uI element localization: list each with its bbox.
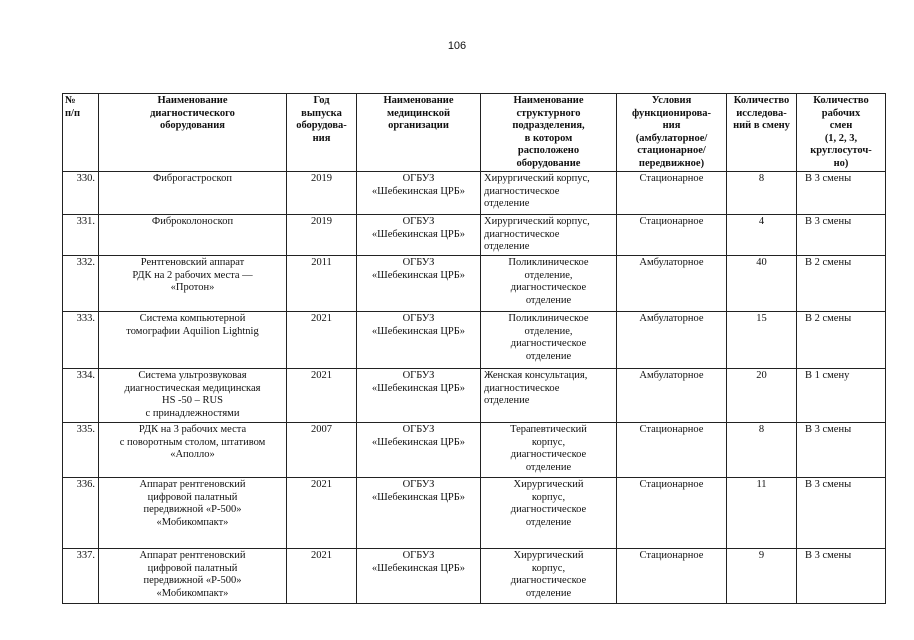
header-organization-line: Наименование [383,95,454,106]
header-shifts-line: рабочих [821,107,861,119]
header-no [63,94,99,172]
cell-equipment-line: с принадлежностями [145,407,240,419]
header-studies-line: Количество [733,95,790,106]
cell-equipment [99,549,287,604]
cell-organization-line: ОГБУЗ [402,216,435,227]
cell-no: 331. [63,215,99,256]
cell-equipment-line: «Аполло» [170,449,215,460]
header-unit-line: подразделения, [512,120,585,131]
header-year [287,94,357,172]
header-year-line: выпуска [301,107,342,119]
cell-unit-line: диагностическое [484,185,560,197]
cell-year: 2011 [287,256,357,312]
header-studies-line: исследова- [736,107,787,119]
cell-unit-line: отделение [525,294,572,306]
cell-studies: 15 [727,312,797,369]
cell-equipment-line: Аппарат рентгеновский [139,479,246,490]
header-no-line: п/п [65,107,81,119]
cell-organization-line: «Шебекинская ЦРБ» [371,382,466,394]
cell-organization [357,215,481,256]
cell-equipment-line: HS -50 – RUS [162,395,223,406]
cell-unit [481,256,617,312]
cell-unit-line: Женская консультация, [484,370,588,381]
cell-shifts: В 2 смены [797,312,886,369]
cell-unit [481,172,617,215]
header-unit-line: расположено [517,145,580,156]
cell-equipment-line: Система компьютерной [139,313,246,324]
cell-organization-line: «Шебекинская ЦРБ» [371,436,466,448]
cell-year: 2019 [287,172,357,215]
cell-equipment-line: «Протон» [170,282,215,293]
cell-unit-line: отделение [484,241,530,252]
cell-year: 2021 [287,478,357,549]
header-conditions-line: функционирова- [631,107,712,119]
cell-organization [357,549,481,604]
table-row [63,256,886,312]
header-conditions-line: (амбулаторное/ [635,132,708,144]
cell-equipment-line: РДК на 2 рабочих места — [132,269,253,281]
cell-unit-line: диагностическое [484,228,560,240]
cell-organization-line: ОГБУЗ [402,313,435,324]
cell-unit-line: Хирургический корпус, [484,216,590,227]
header-shifts-line: смен [829,120,853,131]
cell-studies: 8 [727,172,797,215]
header-organization-line: организации [388,120,449,131]
cell-organization [357,369,481,423]
cell-equipment-line: РДК на 3 рабочих места [138,424,247,435]
cell-year: 2021 [287,312,357,369]
header-shifts [797,94,886,172]
cell-organization-line: ОГБУЗ [402,257,435,268]
cell-unit-line: диагностическое [510,282,587,293]
cell-equipment-line: Фиброколоноскоп [151,216,234,227]
header-conditions-line: Условия [651,95,692,106]
cell-unit [481,423,617,478]
header-organization-line: медицинской [386,107,451,119]
cell-organization-line: ОГБУЗ [402,370,435,381]
table-row [63,312,886,369]
header-studies [727,94,797,172]
cell-unit-line: диагностическое [510,504,587,515]
header-year-line: ния [312,132,331,144]
cell-no: 333. [63,312,99,369]
cell-equipment [99,256,287,312]
cell-equipment [99,312,287,369]
cell-equipment [99,172,287,215]
cell-organization-line: ОГБУЗ [402,173,435,184]
header-unit [481,94,617,172]
cell-equipment-line: Аппарат рентгеновский [139,550,246,561]
cell-conditions: Стационарное [617,172,727,215]
cell-unit [481,215,617,256]
table-body [63,172,886,604]
header-shifts-line: (1, 2, 3, [824,132,858,144]
cell-studies: 40 [727,256,797,312]
header-year-line: Год [313,95,330,106]
cell-unit [481,369,617,423]
cell-no: 335. [63,423,99,478]
cell-studies: 4 [727,215,797,256]
table-row [63,369,886,423]
cell-unit-line: диагностическое [510,338,587,349]
cell-studies: 9 [727,549,797,604]
cell-equipment-line: Фиброгастроскоп [153,173,232,184]
cell-unit-line: корпус, [531,436,566,448]
cell-unit-line: отделение, [524,325,573,337]
cell-shifts: В 3 смены [797,215,886,256]
header-unit-line: Наименование [513,95,584,106]
cell-organization [357,172,481,215]
cell-unit [481,549,617,604]
cell-equipment-line: цифровой палатный [147,562,238,574]
cell-unit-line: корпус, [531,562,566,574]
cell-unit-line: Хирургический корпус, [484,173,590,184]
cell-equipment-line: «Мобикомпакт» [156,587,229,599]
cell-studies: 20 [727,369,797,423]
header-year-line: оборудова- [296,120,347,131]
cell-unit [481,478,617,549]
cell-organization-line: ОГБУЗ [402,424,435,435]
cell-equipment [99,478,287,549]
cell-no: 332. [63,256,99,312]
cell-equipment [99,369,287,423]
cell-conditions: Стационарное [617,549,727,604]
cell-organization [357,423,481,478]
table-row [63,172,886,215]
header-no-line: № [65,95,76,106]
cell-unit-line: Поликлиническое [508,313,589,324]
cell-conditions: Стационарное [617,423,727,478]
table-row [63,215,886,256]
header-conditions-line: ния [662,120,681,131]
cell-year: 2007 [287,423,357,478]
cell-conditions: Амбулаторное [617,312,727,369]
cell-equipment-line: «Мобикомпакт» [156,516,229,528]
header-studies-line: ний в смену [733,120,790,131]
cell-organization-line: «Шебекинская ЦРБ» [371,185,466,197]
cell-organization-line: «Шебекинская ЦРБ» [371,269,466,281]
equipment-table [62,93,886,604]
cell-no: 336. [63,478,99,549]
cell-shifts: В 2 смены [797,256,886,312]
cell-unit-line: Хирургический [513,550,584,561]
cell-year: 2021 [287,369,357,423]
cell-no: 330. [63,172,99,215]
header-equipment-line: диагностического [150,107,235,119]
table-row [63,478,886,549]
header-conditions [617,94,727,172]
cell-organization-line: ОГБУЗ [402,479,435,490]
cell-equipment-line: Система ультрозвуковая [138,370,247,381]
cell-shifts: В 1 смену [797,369,886,423]
table-header-row [63,94,886,172]
cell-no: 334. [63,369,99,423]
header-unit-line: в котором [524,132,573,144]
cell-organization [357,312,481,369]
table-row [63,423,886,478]
cell-conditions: Амбулаторное [617,369,727,423]
cell-unit-line: диагностическое [510,449,587,460]
cell-unit-line: Поликлиническое [508,257,589,268]
cell-equipment-line: передвижной «Р-500» [143,504,242,515]
cell-shifts: В 3 смены [797,172,886,215]
cell-unit-line: отделение [525,350,572,362]
cell-organization-line: «Шебекинская ЦРБ» [371,325,466,337]
table-row [63,549,886,604]
header-equipment [99,94,287,172]
cell-organization [357,256,481,312]
cell-studies: 11 [727,478,797,549]
cell-conditions: Стационарное [617,215,727,256]
header-conditions-line: передвижное) [638,157,705,169]
cell-conditions: Амбулаторное [617,256,727,312]
cell-unit-line: отделение [525,587,572,599]
cell-no: 337. [63,549,99,604]
cell-shifts: В 3 смены [797,423,886,478]
header-equipment-line: оборудования [160,120,225,131]
header-organization [357,94,481,172]
header-shifts-line: круглосуточ- [810,145,872,156]
cell-shifts: В 3 смены [797,549,886,604]
cell-unit [481,312,617,369]
cell-organization-line: «Шебекинская ЦРБ» [371,562,466,574]
cell-unit-line: корпус, [531,491,566,503]
cell-equipment-line: с поворотным столом, штативом [119,436,266,448]
cell-unit-line: Терапевтический [510,424,587,435]
header-shifts-line: Количество [813,95,869,106]
cell-studies: 8 [727,423,797,478]
cell-organization-line: «Шебекинская ЦРБ» [371,228,466,240]
header-conditions-line: стационарное/ [637,145,706,156]
cell-unit-line: диагностическое [484,382,560,394]
cell-equipment-line: цифровой палатный [147,491,238,503]
header-shifts-line: но) [833,157,849,169]
cell-organization-line: «Шебекинская ЦРБ» [371,491,466,503]
header-equipment-line: Наименование [157,95,228,106]
cell-unit-line: отделение [525,516,572,528]
page-number: 106 [447,40,467,52]
header-unit-line: оборудование [516,157,581,169]
cell-unit-line: Хирургический [513,479,584,490]
cell-equipment-line: диагностическая медицинская [124,382,261,394]
cell-equipment-line: Рентгеновский аппарат [140,257,245,268]
cell-unit-line: отделение [484,198,530,209]
cell-equipment [99,215,287,256]
cell-organization-line: ОГБУЗ [402,550,435,561]
cell-year: 2019 [287,215,357,256]
cell-shifts: В 3 смены [797,478,886,549]
cell-unit-line: отделение, [524,269,573,281]
cell-conditions: Стационарное [617,478,727,549]
cell-unit-line: отделение [484,395,530,406]
cell-organization [357,478,481,549]
cell-equipment-line: томографии Aquilion Lightnig [126,325,259,337]
cell-unit-line: диагностическое [510,575,587,586]
cell-equipment [99,423,287,478]
header-unit-line: структурного [516,107,581,119]
cell-equipment-line: передвижной «Р-500» [143,575,242,586]
cell-year: 2021 [287,549,357,604]
cell-unit-line: отделение [525,461,572,473]
